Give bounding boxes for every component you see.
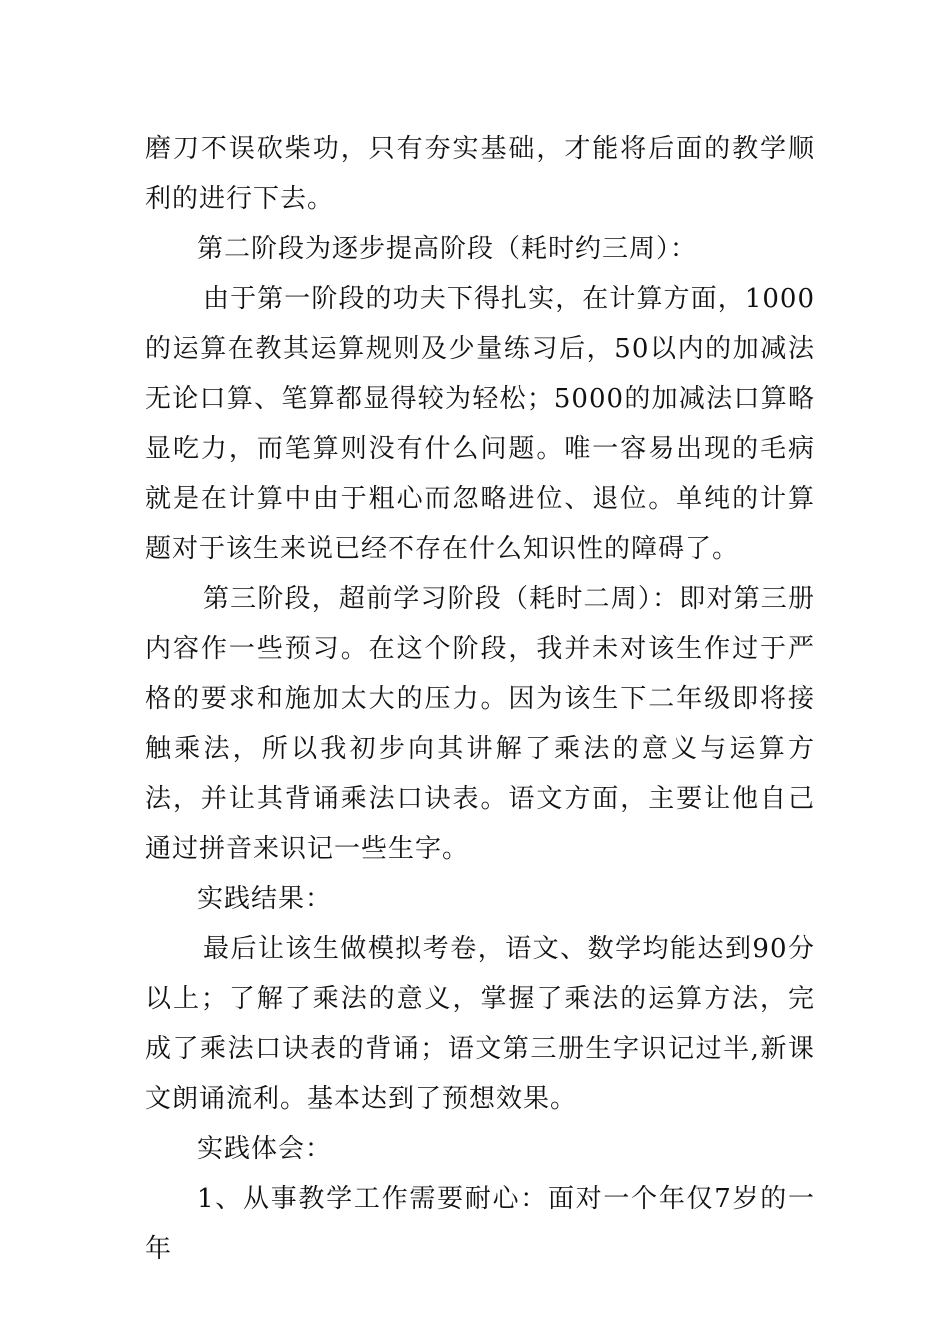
paragraph-experience-one: 1、从事教学工作需要耐心：面对一个年仅7岁的一年 — [145, 1184, 815, 1264]
heading-practice-experience: 实践体会： — [197, 1134, 333, 1164]
heading-practice-result: 实践结果： — [197, 884, 333, 914]
paragraph-stage-three: 第三阶段，超前学习阶段（耗时二周）：即对第三册内容作一些预习。在这个阶段，我并未对该生作过于严格的要求和施加太大的压力。因为该生下二年级即将接触乘法，所以我初步向其讲解了乘法的意义与运算方法，并让其背诵乘法口诀表。语文方面，主要让他自己通过拼音来识记一些生字。 — [145, 584, 815, 864]
paragraph-continuation: 磨刀不误砍柴功，只有夯实基础，才能将后面的教学顺利的进行下去。 — [145, 134, 815, 214]
paragraph-stage-two: 由于第一阶段的功夫下得扎实，在计算方面，1000的运算在教其运算规则及少量练习后，50以内的加减法无论口算、笔算都显得较为轻松；5000的加减法口算略显吃力，而笔算则没有什么问题。唯一容易出现的毛病就是在计算中由于粗心而忽略进位、退位。单纯的计算题对于该生来说已经不存在什么知识性的障碍了。 — [145, 284, 815, 564]
document-body — [145, 124, 815, 1274]
paragraph-practice-result: 最后让该生做模拟考卷，语文、数学均能达到90分以上；了解了乘法的意义，掌握了乘法的运算方法，完成了乘法口诀表的背诵；语文第三册生字识记过半,新课文朗诵流利。基本达到了预想效果。 — [145, 934, 815, 1114]
heading-stage-two: 第二阶段为逐步提高阶段（耗时约三周）： — [197, 234, 698, 264]
